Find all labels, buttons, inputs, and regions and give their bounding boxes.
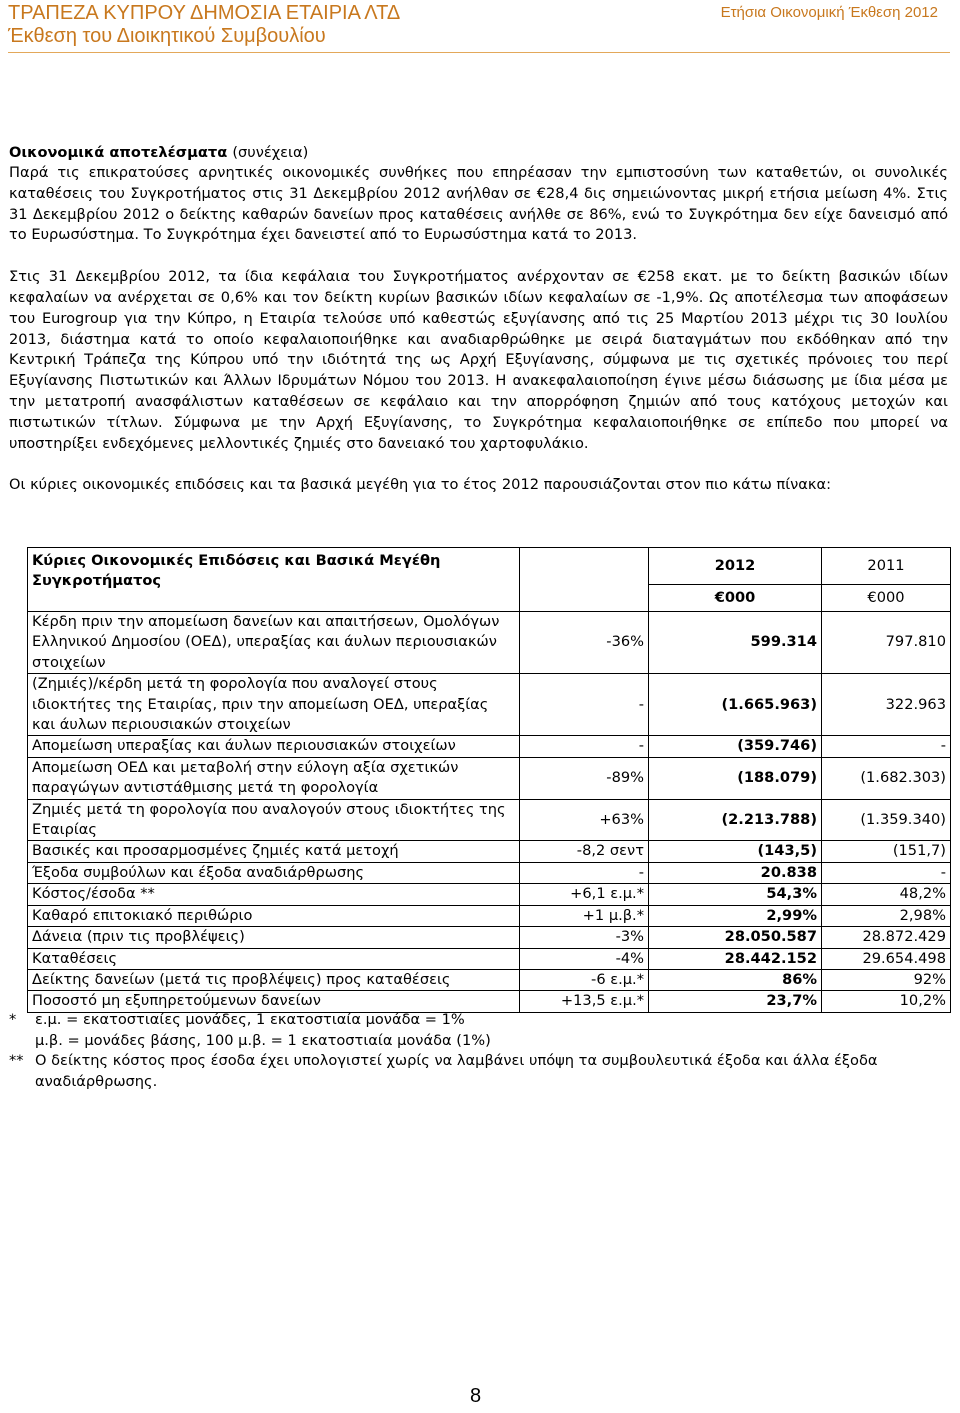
row-value-2011: - <box>822 736 951 757</box>
row-value-2011: - <box>822 862 951 883</box>
row-label: Δείκτης δανείων (μετά τις προβλέψεις) προς καταθέσεις <box>28 969 520 990</box>
row-value-2012: (1.665.963) <box>649 674 822 736</box>
row-change: - <box>520 674 649 736</box>
table-body <box>28 612 951 1013</box>
row-value-2012: (2.213.788) <box>649 799 822 841</box>
table-row <box>28 674 951 736</box>
footnote-mark-single: * <box>9 1011 17 1028</box>
row-value-2011: 29.654.498 <box>822 948 951 969</box>
table-row <box>28 841 951 862</box>
row-value-2012: 54,3% <box>649 884 822 905</box>
row-change: -3% <box>520 927 649 948</box>
paragraph-capital: Στις 31 Δεκεμβρίου 2012, τα ίδια κεφάλαια του Συγκροτήματος ανέρχονταν σε €258 εκατ. με το δείκτη βασικών ιδίων κεφαλαίων να ανέρχεται σε 0,6% και τον δείκτη κυρίων βασικών ιδίων κεφαλαίων σε -1,9%. Ως αποτέλεσμα των αποφάσεων του Eurogroup για την Κύπρο, η Εταιρία τελούσε υπό καθεστώς εξυγίανσης από τις 25 Μαρτίου 2013 μέχρι τις 30 Ιουλίου 2013, διάστημα κατά το οποίο κεφαλαιοποιήθηκε και αναδιαρθρώθηκε με σειρά διαταγμάτων που εκδόθηκαν από την Κεντρική Τράπεζα της Κύπρου υπό την ιδιότητά της ως Αρχή Εξυγίανσης, σύμφωνα με τις σχετικές πρόνοιες του περί Εξυγίανσης Πιστωτικών και Άλλων Ιδρυμάτων Νόμου του 2013. Η ανακεφαλαιοποίηση έγινε μέσω διάσωσης με ίδια μέσα με την μετατροπή ανασφάλιστων καταθέσεων σε κεφάλαιο και την απορρόφηση ζημιών από τους κατόχους μετοχών και πιστωτικών τίτλων. Σύμφωνα με την Αρχή Εξυγίανσης, το Συγκρότημα κεφαλαιοποιήθηκε σε επίπεδο που μπορεί να υποστηρίξει ενδεχόμενες μελλοντικές ζημιές στο δανειακό του χαρτοφυλάκιο. <box>9 268 948 452</box>
unit-2011: €000 <box>822 585 951 612</box>
row-value-2011: 2,98% <box>822 905 951 926</box>
row-label: Δάνεια (πριν τις προβλέψεις) <box>28 927 520 948</box>
key-figures-table <box>27 547 951 1013</box>
row-label: Καταθέσεις <box>28 948 520 969</box>
company-name: ΤΡΑΠΕΖΑ ΚΥΠΡΟΥ ΔΗΜΟΣΙΑ ΕΤΑΙΡΙΑ ΛΤΔ <box>8 2 401 24</box>
row-value-2012: 28.442.152 <box>649 948 822 969</box>
table-row <box>28 757 951 799</box>
row-value-2012: 86% <box>649 969 822 990</box>
row-change: -89% <box>520 757 649 799</box>
report-header <box>8 2 400 48</box>
table-row <box>28 884 951 905</box>
page-number: 8 <box>470 1385 482 1407</box>
table-row <box>28 948 951 969</box>
row-value-2011: (1.359.340) <box>822 799 951 841</box>
row-change: +13,5 ε.μ.* <box>520 991 649 1012</box>
row-change: -36% <box>520 612 649 674</box>
unit-2012: €000 <box>649 585 822 612</box>
row-label: Βασικές και προσαρμοσμένες ζημιές κατά μετοχή <box>28 841 520 862</box>
row-value-2012: 28.050.587 <box>649 927 822 948</box>
table-row <box>28 969 951 990</box>
row-label: Απομείωση ΟΕΔ και μεταβολή στην εύλογη αξία σχετικών παραγώγων αντιστάθμισης μετά τη φορολογία <box>28 757 520 799</box>
row-label: Ζημιές μετά τη φορολογία που αναλογούν στους ιδιοκτήτες της Εταιρίας <box>28 799 520 841</box>
row-label: Κέρδη πριν την απομείωση δανείων και απαιτήσεων, Ομολόγων Ελληνικού Δημοσίου (ΟΕΔ), υπεραξίας και άυλων περιουσιακών στοιχείων <box>28 612 520 674</box>
table-row <box>28 905 951 926</box>
row-value-2011: 92% <box>822 969 951 990</box>
row-value-2012: 599.314 <box>649 612 822 674</box>
footnotes <box>9 1010 948 1092</box>
header-divider <box>8 52 950 53</box>
section-title-suffix: (συνέχεια) <box>232 144 309 161</box>
row-label: Ποσοστό μη εξυπηρετούμενων δανείων <box>28 991 520 1012</box>
row-value-2012: (359.746) <box>649 736 822 757</box>
row-label: Κόστος/έσοδα ** <box>28 884 520 905</box>
row-value-2012: 2,99% <box>649 905 822 926</box>
paragraph-deposits: Παρά τις επικρατούσες αρνητικές οικονομικές συνθήκες που επηρέασαν την εμπιστοσύνη των καταθετών, οι συνολικές καταθέσεις του Συγκροτήματος στις 31 Δεκεμβρίου 2012 ανήλθαν σε €28,4 δις σημειώνοντας μικρή ετήσια μείωση 4%. Στις 31 Δεκεμβρίου 2012 ο δείκτης καθαρών δανείων προς καταθέσεις ανήλθε σε 86%, ενώ το Συγκρότημα δεν είχε δανεισμό από το Ευρωσύστημα. Το Συγκρότημα έχει δανειστεί από το Ευρωσύστημα κατά το 2013. <box>9 164 948 244</box>
table-title: Κύριες Οικονομικές Επιδόσεις και Βασικά Μεγέθη Συγκροτήματος <box>28 548 520 612</box>
section-title <box>9 144 948 161</box>
row-value-2011: 10,2% <box>822 991 951 1012</box>
col-2011-header: 2011 <box>822 548 951 585</box>
row-value-2012: (143,5) <box>649 841 822 862</box>
table-row <box>28 612 951 674</box>
footnote-mark-double: ** <box>9 1052 24 1070</box>
table-row <box>28 799 951 841</box>
table-row <box>28 927 951 948</box>
row-label: (Ζημιές)/κέρδη μετά τη φορολογία που αναλογεί στους ιδιοκτήτες της Εταιρίας, πριν την απομείωση ΟΕΔ, υπεραξίας και άυλων περιουσιακών στοιχείων <box>28 674 520 736</box>
row-label: Απομείωση υπεραξίας και άυλων περιουσιακών στοιχείων <box>28 736 520 757</box>
table-header-row <box>28 548 951 585</box>
footnote-line-basis-points: μ.β. = μονάδες βάσης, 100 μ.β. = 1 εκατοστιαία μονάδα (1%) <box>35 1031 491 1049</box>
footnote-line-percentage-points: ε.μ. = εκατοστιαίες μονάδες, 1 εκατοστιαία μονάδα = 1% <box>35 1011 465 1028</box>
row-label: Έξοδα συμβούλων και έξοδα αναδιάρθρωσης <box>28 862 520 883</box>
row-value-2012: 23,7% <box>649 991 822 1012</box>
change-header <box>520 548 649 612</box>
row-value-2012: (188.079) <box>649 757 822 799</box>
row-value-2011: (151,7) <box>822 841 951 862</box>
row-value-2011: 48,2% <box>822 884 951 905</box>
row-change: - <box>520 862 649 883</box>
col-2012-header: 2012 <box>649 548 822 585</box>
table-row <box>28 736 951 757</box>
row-change: -6 ε.μ.* <box>520 969 649 990</box>
footnote-cost-income-text: Ο δείκτης κόστος προς έσοδα έχει υπολογιστεί χωρίς να λαμβάνει υπόψη τα συμβουλευτικά έξοδα και άλλα έξοδα αναδιάρθρωσης. <box>35 1052 878 1090</box>
row-change: -8,2 σεντ <box>520 841 649 862</box>
row-change: +1 μ.β.* <box>520 905 649 926</box>
table-row <box>28 991 951 1012</box>
row-change: - <box>520 736 649 757</box>
report-subtitle: Έκθεση του Διοικητικού Συμβουλίου <box>8 25 326 47</box>
row-value-2011: 28.872.429 <box>822 927 951 948</box>
footnote-cost-income <box>9 1051 948 1092</box>
report-name: Ετήσια Οικονομική Έκθεση 2012 <box>720 4 938 21</box>
table-row <box>28 862 951 883</box>
row-value-2011: 322.963 <box>822 674 951 736</box>
row-value-2011: (1.682.303) <box>822 757 951 799</box>
main-content <box>9 144 948 496</box>
section-title-text: Οικονομικά αποτελέσματα <box>9 144 228 161</box>
row-change: +6,1 ε.μ.* <box>520 884 649 905</box>
footnote-units <box>9 1010 948 1051</box>
paragraph-table-intro: Οι κύριες οικονομικές επιδόσεις και τα βασικά μεγέθη για το έτος 2012 παρουσιάζονται στον πιο κάτω πίνακα: <box>9 476 832 494</box>
row-value-2011: 797.810 <box>822 612 951 674</box>
row-value-2012: 20.838 <box>649 862 822 883</box>
row-label: Καθαρό επιτοκιακό περιθώριο <box>28 905 520 926</box>
row-change: +63% <box>520 799 649 841</box>
row-change: -4% <box>520 948 649 969</box>
